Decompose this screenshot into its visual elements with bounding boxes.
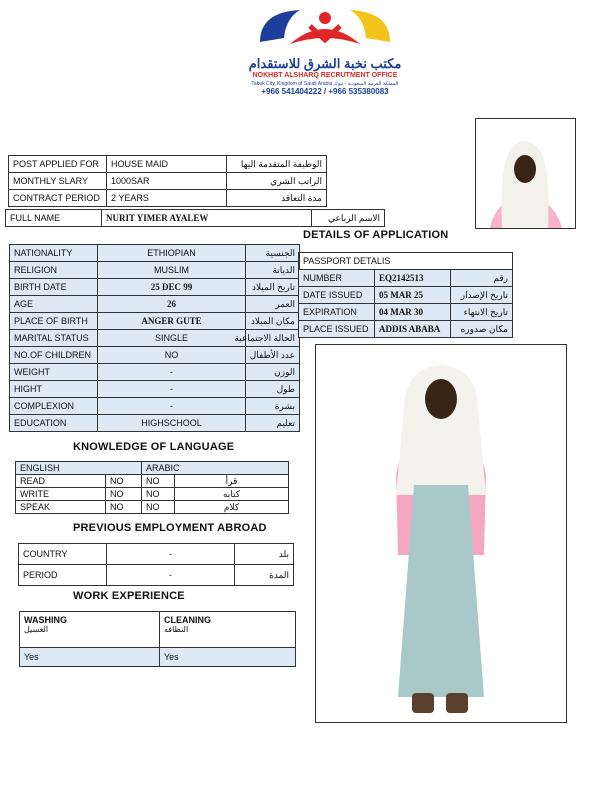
experience-cleaning-cell: [160, 612, 296, 648]
washing-label: WASHING: [24, 615, 68, 625]
passport-label: PLACE ISSUED: [299, 321, 375, 338]
personal-label: HIGHT: [10, 381, 98, 398]
table-row: [10, 313, 300, 330]
personal-arabic-label: بشرة: [246, 398, 300, 415]
full-name-table: [5, 209, 385, 227]
personal-label: PLACE OF BIRTH: [10, 313, 98, 330]
complexion-value: -: [98, 398, 246, 415]
cleaning-arabic-label: النظافه: [164, 625, 189, 634]
personal-label: WEIGHT: [10, 364, 98, 381]
logo-address: Tabuk City, Kingdom of Saudi Arabia المملكة العربية السعودية - تبوك: [251, 81, 399, 87]
language-label: READ: [16, 475, 106, 488]
table-row: [16, 475, 289, 488]
table-row: [10, 279, 300, 296]
table-row: [299, 304, 513, 321]
experience-title: WORK EXPERIENCE: [73, 590, 185, 602]
personal-arabic-label: طول: [246, 381, 300, 398]
table-row: [10, 245, 300, 262]
language-table: [15, 461, 289, 514]
experience-washing-cell: [20, 612, 160, 648]
personal-label: BIRTH DATE: [10, 279, 98, 296]
language-arabic-label: كلام: [175, 501, 289, 514]
table-row: [9, 156, 327, 173]
employment-arabic-label: بلد: [235, 544, 294, 565]
passport-label: DATE ISSUED: [299, 287, 375, 304]
personal-label: NO.OF CHILDREN: [10, 347, 98, 364]
table-row: [19, 565, 294, 586]
period-value: -: [107, 565, 235, 586]
passport-issued-value: 05 MAR 25: [375, 287, 451, 304]
cleaning-value: Yes: [160, 648, 296, 667]
personal-label: RELIGION: [10, 262, 98, 279]
personal-label: EDUCATION: [10, 415, 98, 432]
passport-title: PASSPORT DETALIS: [299, 253, 513, 270]
passport-number-value: EQ2142513: [375, 270, 451, 287]
language-english-header: ENGLISH: [16, 462, 142, 475]
table-row: [10, 381, 300, 398]
table-row: [10, 398, 300, 415]
personal-arabic-label: تعليم: [246, 415, 300, 432]
job-value: 1000SAR: [107, 173, 227, 190]
weight-value: -: [98, 364, 246, 381]
place-of-birth-value: ANGER GUTE: [98, 313, 246, 330]
job-label: POST APPLIED FOR: [9, 156, 107, 173]
table-row: [20, 612, 296, 648]
passport-table: [298, 252, 513, 338]
full-body-photo: [315, 344, 567, 723]
job-arabic-label: الوظيفة المتقدمة اليها: [227, 156, 327, 173]
personal-label: AGE: [10, 296, 98, 313]
job-table: [8, 155, 327, 207]
table-row: [10, 364, 300, 381]
table-row: [10, 296, 300, 313]
job-arabic-label: مدة التعاقد: [227, 190, 327, 207]
table-row: [10, 262, 300, 279]
nationality-value: ETHIOPIAN: [98, 245, 246, 262]
table-row: [16, 462, 289, 475]
table-row: [10, 415, 300, 432]
religion-value: MUSLIM: [98, 262, 246, 279]
details-title: DETAILS OF APPLICATION: [303, 229, 449, 241]
personal-arabic-label: عدد الأطفال: [246, 347, 300, 364]
table-row: [9, 190, 327, 207]
header: [190, 4, 460, 96]
passport-arabic-label: تاريخ الإصدار: [451, 287, 513, 304]
logo-arabic-name: مكتب نخبة الشرق للاستقدام: [248, 56, 402, 71]
cleaning-label: CLEANING: [164, 615, 211, 625]
age-value: 26: [98, 296, 246, 313]
english-write-value: NO: [106, 488, 142, 501]
washing-arabic-label: الغسيل: [24, 625, 49, 634]
passport-label: EXPIRATION: [299, 304, 375, 321]
table-row: [16, 488, 289, 501]
full-name-arabic-label: الاسم الرباعي: [312, 210, 385, 227]
table-row: [299, 321, 513, 338]
education-value: HIGHSCHOOL: [98, 415, 246, 432]
personal-label: NATIONALITY: [10, 245, 98, 262]
language-arabic-label: قرأ: [175, 475, 289, 488]
children-value: NO: [98, 347, 246, 364]
english-speak-value: NO: [106, 501, 142, 514]
passport-arabic-label: مكان صدوره: [451, 321, 513, 338]
passport-expiration-value: 04 MAR 30: [375, 304, 451, 321]
height-value: -: [98, 381, 246, 398]
portrait-figure-icon: [476, 119, 575, 228]
arabic-write-value: NO: [142, 488, 175, 501]
birth-date-value: 25 DEC 99: [98, 279, 246, 296]
table-row: [299, 270, 513, 287]
full-name-value: NURIT YIMER AYALEW: [102, 210, 312, 227]
personal-arabic-label: الجنسية: [246, 245, 300, 262]
table-row: [6, 210, 385, 227]
personal-arabic-label: العمر: [246, 296, 300, 313]
full-name-label: FULL NAME: [6, 210, 102, 227]
logo-english-name: NOKHBT ALSHARQ RECRUTMENT OFFICE: [252, 72, 398, 79]
personal-arabic-label: الحالة الاجتماعية: [246, 330, 300, 347]
table-row: [10, 347, 300, 364]
marital-status-value: SINGLE: [98, 330, 246, 347]
english-read-value: NO: [106, 475, 142, 488]
language-label: SPEAK: [16, 501, 106, 514]
employment-title: PREVIOUS EMPLOYMENT ABROAD: [73, 522, 267, 534]
portrait-photo: [475, 118, 576, 229]
arabic-read-value: NO: [142, 475, 175, 488]
employment-table: [18, 543, 294, 586]
language-arabic-header: ARABIC: [142, 462, 289, 475]
personal-arabic-label: مكان الميلاد: [246, 313, 300, 330]
arabic-speak-value: NO: [142, 501, 175, 514]
personal-label: COMPLEXION: [10, 398, 98, 415]
experience-table: [19, 611, 296, 667]
job-label: CONTRACT PERIOD: [9, 190, 107, 207]
job-value: 2 YEARS: [107, 190, 227, 207]
washing-value: Yes: [20, 648, 160, 667]
personal-details-table: [9, 244, 300, 432]
country-value: -: [107, 544, 235, 565]
job-value: HOUSE MAID: [107, 156, 227, 173]
table-row: [19, 544, 294, 565]
employment-arabic-label: المدة: [235, 565, 294, 586]
table-row: [9, 173, 327, 190]
table-row: [20, 648, 296, 667]
employment-label: COUNTRY: [19, 544, 107, 565]
job-arabic-label: الراتب الشري: [227, 173, 327, 190]
language-arabic-label: كتابه: [175, 488, 289, 501]
full-body-figure-icon: [316, 345, 566, 722]
personal-arabic-label: الوزن: [246, 364, 300, 381]
passport-place-value: ADDIS ABABA: [375, 321, 451, 338]
employment-label: PERIOD: [19, 565, 107, 586]
table-row: [299, 253, 513, 270]
passport-arabic-label: تاريخ الانتهاء: [451, 304, 513, 321]
passport-arabic-label: رقم: [451, 270, 513, 287]
language-title: KNOWLEDGE OF LANGUAGE: [73, 441, 235, 453]
language-label: WRITE: [16, 488, 106, 501]
table-row: [16, 501, 289, 514]
personal-arabic-label: الديانة: [246, 262, 300, 279]
table-row: [10, 330, 300, 347]
personal-label: MARITAL STATUS: [10, 330, 98, 347]
passport-label: NUMBER: [299, 270, 375, 287]
phone-numbers: +966 541404222 / +966 535380083: [261, 87, 389, 96]
job-label: MONTHLY SLARY: [9, 173, 107, 190]
table-row: [299, 287, 513, 304]
personal-arabic-label: تاريخ الميلاد: [246, 279, 300, 296]
